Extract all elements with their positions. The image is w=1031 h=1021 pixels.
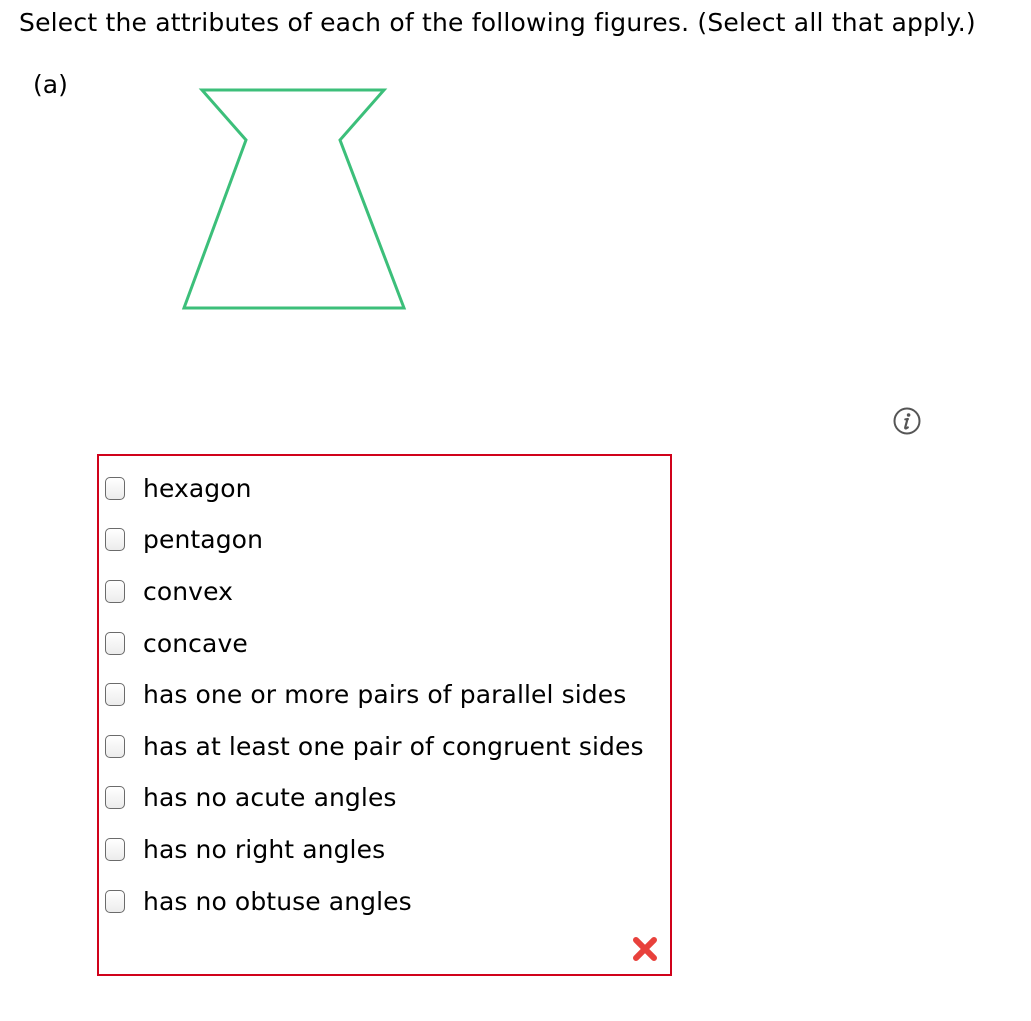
option-label: has at least one pair of congruent sides xyxy=(143,731,644,761)
checkbox[interactable] xyxy=(105,838,125,861)
figure-outline xyxy=(184,90,404,308)
checkbox[interactable] xyxy=(105,528,125,551)
checkbox[interactable] xyxy=(105,477,125,500)
checkbox[interactable] xyxy=(105,683,125,706)
info-icon[interactable] xyxy=(892,406,922,436)
checkbox[interactable] xyxy=(105,632,125,655)
part-label: (a) xyxy=(33,70,68,99)
option-no-right-angles[interactable] xyxy=(105,832,664,866)
answer-options-box xyxy=(97,454,672,976)
checkbox[interactable] xyxy=(105,786,125,809)
checkbox[interactable] xyxy=(105,580,125,603)
option-parallel-sides[interactable] xyxy=(105,677,664,711)
option-concave[interactable] xyxy=(105,626,664,660)
option-label: convex xyxy=(143,576,234,606)
option-pentagon[interactable] xyxy=(105,522,664,556)
option-label: hexagon xyxy=(143,473,252,503)
option-congruent-sides[interactable] xyxy=(105,729,664,763)
option-convex[interactable] xyxy=(105,574,664,608)
option-label: concave xyxy=(143,628,248,658)
checkbox[interactable] xyxy=(105,890,125,913)
question-prompt: Select the attributes of each of the following figures. (Select all that apply.) xyxy=(19,8,976,37)
checkbox[interactable] xyxy=(105,735,125,758)
option-label: has one or more pairs of parallel sides xyxy=(143,679,627,709)
option-hexagon[interactable] xyxy=(105,471,664,505)
incorrect-x-icon xyxy=(632,936,658,962)
option-no-obtuse-angles[interactable] xyxy=(105,884,664,918)
option-label: has no acute angles xyxy=(143,782,397,812)
option-label: has no right angles xyxy=(143,834,386,864)
hexagon-figure xyxy=(178,84,410,314)
option-label: pentagon xyxy=(143,524,264,554)
option-label: has no obtuse angles xyxy=(143,886,412,916)
option-no-acute-angles[interactable] xyxy=(105,780,664,814)
